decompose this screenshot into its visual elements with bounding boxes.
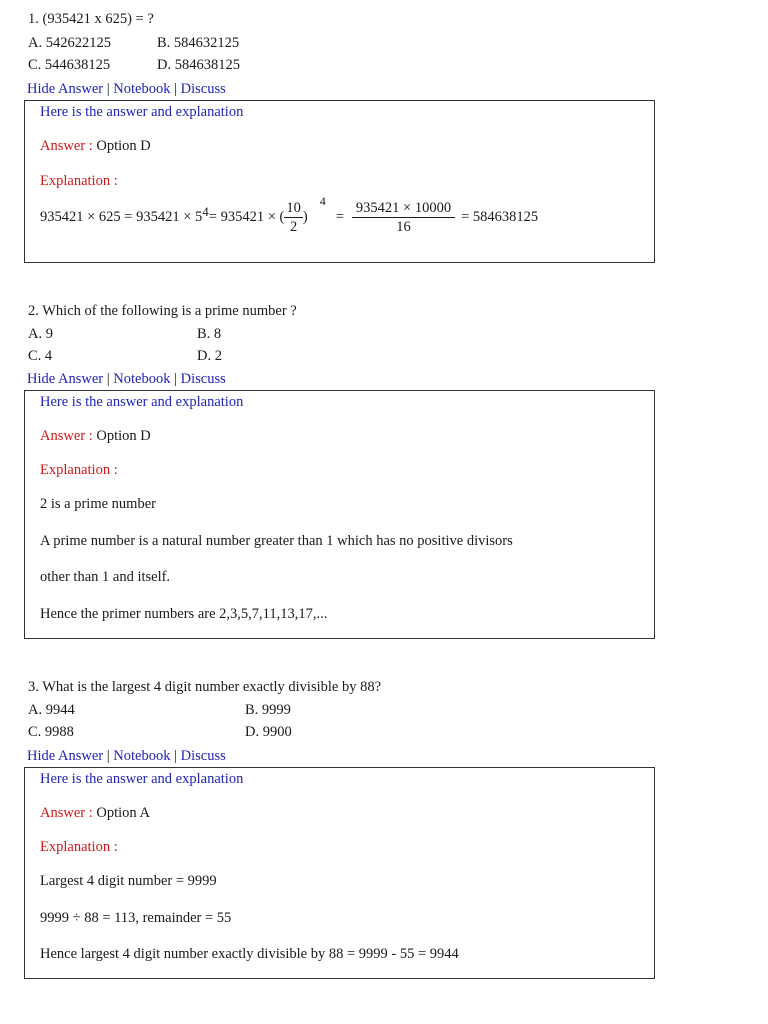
q3-option-c: C. 9988 <box>28 724 74 740</box>
explanation-line: other than 1 and itself. <box>40 569 171 585</box>
math-exponent: 4 <box>202 203 209 219</box>
q1-option-c: C. 544638125 <box>28 57 111 73</box>
question-3-text: 3. What is the largest 4 digit number exactly divisible by 88? <box>28 679 382 695</box>
notebook-link[interactable]: Notebook <box>113 81 171 97</box>
link-separator: | <box>106 748 110 764</box>
math-part: 935421 × 625 = 935421 × 5 <box>40 209 203 225</box>
q3-option-b: B. 9999 <box>245 702 291 718</box>
q2-option-b: B. 8 <box>197 326 222 342</box>
answer-value: Option D <box>96 138 151 154</box>
math-result: = 584638125 <box>461 209 539 225</box>
q3-answer-links <box>27 747 226 765</box>
answer-value: Option A <box>96 805 150 821</box>
q1-option-d: D. 584638125 <box>157 57 240 73</box>
math-part: ) <box>302 209 308 225</box>
notebook-link[interactable]: Notebook <box>113 371 171 387</box>
q2-answer-box <box>24 390 655 639</box>
explanation-line: Hence the primer numbers are 2,3,5,7,11,13,17,... <box>40 606 328 622</box>
hide-answer-link[interactable]: Hide Answer <box>27 748 104 764</box>
fraction-numerator: 10 <box>286 200 301 216</box>
link-separator: | <box>106 81 110 97</box>
hide-answer-link[interactable]: Hide Answer <box>27 81 104 97</box>
q3-option-d: D. 9900 <box>245 724 292 740</box>
q2-option-d: D. 2 <box>197 348 222 364</box>
question-1-text: 1. (935421 x 625) = ? <box>28 11 154 27</box>
q3-option-a: A. 9944 <box>28 702 75 718</box>
question-2-text: 2. Which of the following is a prime number ? <box>28 303 297 319</box>
q3-answer-box <box>24 767 655 979</box>
q1-option-a: A. 542622125 <box>28 35 111 51</box>
math-equals: = <box>335 209 344 225</box>
answer-box-title: Here is the answer and explanation <box>40 104 244 120</box>
discuss-link[interactable]: Discuss <box>180 748 226 764</box>
q2-option-c: C. 4 <box>28 348 53 364</box>
explanation-line: 2 is a prime number <box>40 496 156 512</box>
link-separator: | <box>174 371 177 387</box>
explanation-label: Explanation : <box>40 839 118 855</box>
fraction-product-over-sixteen <box>352 199 455 236</box>
answer-value: Option D <box>96 428 151 444</box>
fraction-denominator: 16 <box>396 219 411 235</box>
explanation-line: A prime number is a natural number greater than 1 which has no positive divisors <box>40 533 513 549</box>
explanation-line: 9999 ÷ 88 = 113, remainder = 55 <box>40 910 232 926</box>
discuss-link[interactable]: Discuss <box>180 81 226 97</box>
fraction-numerator: 935421 × 10000 <box>352 199 455 218</box>
link-separator: | <box>174 81 177 97</box>
answer-line <box>40 804 150 822</box>
answer-label: Answer : <box>40 138 93 154</box>
q1-answer-box <box>24 100 655 263</box>
q1-answer-links <box>27 80 226 98</box>
discuss-link[interactable]: Discuss <box>180 371 226 387</box>
answer-label: Answer : <box>40 805 93 821</box>
fraction-ten-over-two <box>284 199 303 236</box>
notebook-link[interactable]: Notebook <box>113 748 171 764</box>
answer-line <box>40 427 151 445</box>
explanation-label: Explanation : <box>40 173 118 189</box>
link-separator: | <box>106 371 110 387</box>
answer-line <box>40 137 151 155</box>
answer-label: Answer : <box>40 428 93 444</box>
answer-box-title: Here is the answer and explanation <box>40 394 244 410</box>
explanation-line: Largest 4 digit number = 9999 <box>40 873 217 889</box>
q1-math-expression <box>40 194 539 236</box>
q2-option-a: A. 9 <box>28 326 53 342</box>
explanation-label: Explanation : <box>40 462 118 478</box>
explanation-line: Hence largest 4 digit number exactly divisible by 88 = 9999 - 55 = 9944 <box>40 946 459 962</box>
q2-answer-links <box>27 370 226 388</box>
hide-answer-link[interactable]: Hide Answer <box>27 371 104 387</box>
fraction-denominator: 2 <box>289 219 298 235</box>
link-separator: | <box>174 748 177 764</box>
math-exponent: 4 <box>319 194 326 208</box>
q1-option-b: B. 584632125 <box>157 35 240 51</box>
answer-box-title: Here is the answer and explanation <box>40 771 244 787</box>
math-part: = 935421 × ( <box>208 209 285 225</box>
